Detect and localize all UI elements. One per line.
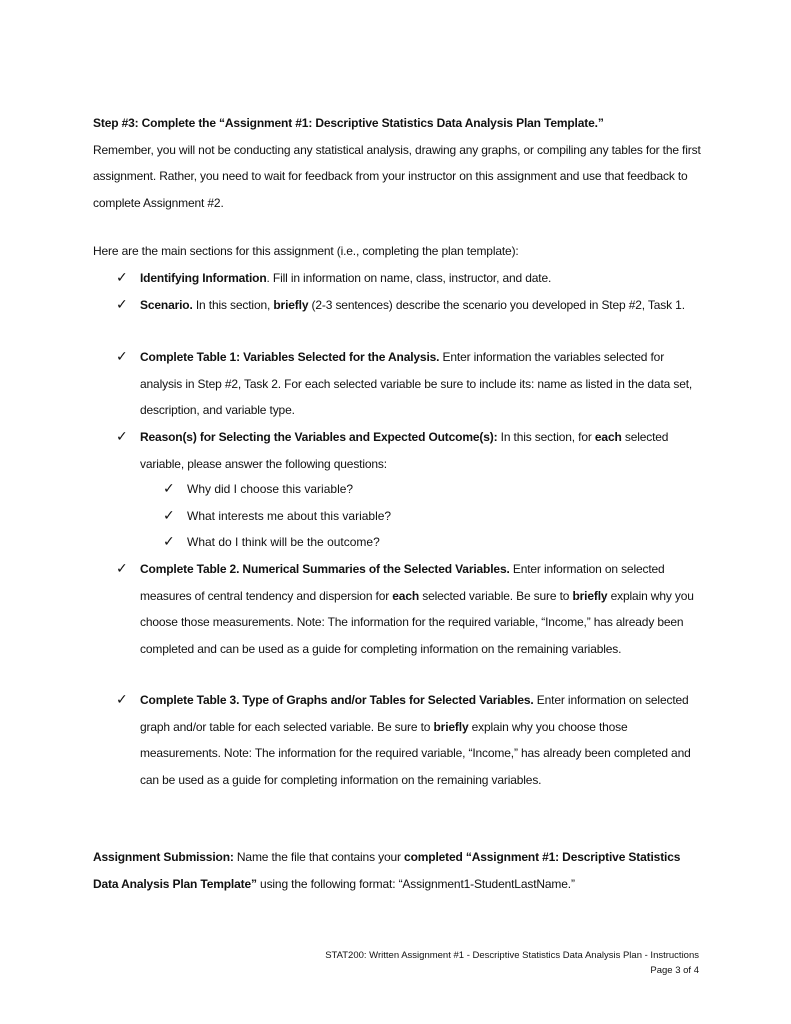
item-text: Enter information on selected graph and/or table for each selected variable. Be sure to [140, 693, 689, 734]
check-icon: ✓ [116, 270, 128, 286]
question-text: What interests me about this variable? [187, 509, 392, 523]
question-item [163, 503, 687, 530]
item-text: selected variable, please answer the following questions: [140, 430, 669, 471]
check-icon: ✓ [116, 297, 128, 313]
submission-emphasis: completed “Assignment #1: Descriptive Statistics Data Analysis Plan Template” [93, 850, 681, 891]
item-title: Complete Table 3. Type of Graphs and/or Tables for Selected Variables. [140, 693, 534, 707]
page-footer [325, 948, 699, 978]
question-text: What do I think will be the outcome? [187, 535, 380, 549]
check-icon: ✓ [116, 692, 128, 708]
item-text: explain why you choose those measurements. Note: The information for the required variable, “Income,” has already been completed and can be used as a guide for completing information on the remaining variables. [140, 719, 691, 787]
item-emphasis: each [392, 588, 420, 603]
question-item [163, 529, 687, 556]
question-item [163, 476, 687, 503]
item-title: Complete Table 2. Numerical Summaries of the Selected Variables. [140, 562, 510, 576]
item-table-1 [116, 344, 700, 424]
item-identifying-information [116, 265, 700, 292]
check-icon: ✓ [163, 534, 175, 550]
intro-text: Here are the main sections for this assignment (i.e., completing the plan template): [93, 244, 519, 258]
item-emphasis: briefly [572, 588, 608, 603]
item-title: Reason(s) for Selecting the Variables and Expected Outcome(s): [140, 430, 498, 444]
submission-text: using the following format: “Assignment1-StudentLastName.” [256, 876, 575, 891]
step3-paragraph [93, 110, 703, 216]
item-text: (2-3 sentences) describe the scenario you developed in Step #2, Task 1. [308, 298, 685, 312]
item-text: selected variable. Be sure to [419, 588, 573, 603]
item-scenario [116, 292, 700, 319]
submission-paragraph [93, 844, 703, 897]
item-title: Complete Table 1: Variables Selected for the Analysis. [140, 350, 440, 364]
item-title: Scenario. [140, 298, 193, 312]
check-icon: ✓ [163, 508, 175, 524]
check-icon: ✓ [163, 481, 175, 497]
item-emphasis: each [594, 430, 622, 444]
submission-label: Assignment Submission: [93, 850, 234, 864]
item-reasons [116, 424, 700, 477]
item-text: In this section, [192, 298, 274, 312]
item-title: Identifying Information [140, 271, 267, 285]
question-text: Why did I choose this variable? [187, 482, 354, 496]
item-text: explain why you choose those measurements. Note: The information for the required variable, “Income,” has already been completed and can be used as a guide for completing information on the remaining variables. [140, 588, 694, 656]
item-text: Enter information on selected measures of central tendency and dispersion for [140, 562, 665, 603]
item-emphasis: briefly [273, 298, 309, 312]
check-icon: ✓ [116, 429, 128, 445]
step3-heading: Step #3: Complete the “Assignment #1: Descriptive Statistics Data Analysis Plan Template.” [93, 116, 604, 130]
item-table-2 [116, 556, 700, 662]
item-text: Enter information the variables selected for analysis in Step #2, Task 2. For each selected variable be sure to include its: name as listed in the data set, description, and variable type. [140, 350, 693, 417]
submission-text: Name the file that contains your [233, 850, 405, 864]
step3-body: Remember, you will not be conducting any statistical analysis, drawing any graphs, or compiling any tables for the first assignment. Rather, you need to wait for feedback from your instructor on this assignment and use that feedback to complete Assignment #2. [93, 142, 701, 210]
item-table-3 [116, 687, 700, 793]
check-icon: ✓ [116, 561, 128, 577]
item-text: . Fill in information on name, class, instructor, and date. [266, 271, 552, 285]
check-icon: ✓ [116, 349, 128, 365]
footer-page-number: Page 3 of 4 [650, 965, 699, 976]
item-emphasis: briefly [433, 719, 469, 734]
item-text: In this section, for [497, 430, 595, 444]
footer-course-line: STAT200: Written Assignment #1 - Descriptive Statistics Data Analysis Plan - Instructions [325, 950, 699, 961]
